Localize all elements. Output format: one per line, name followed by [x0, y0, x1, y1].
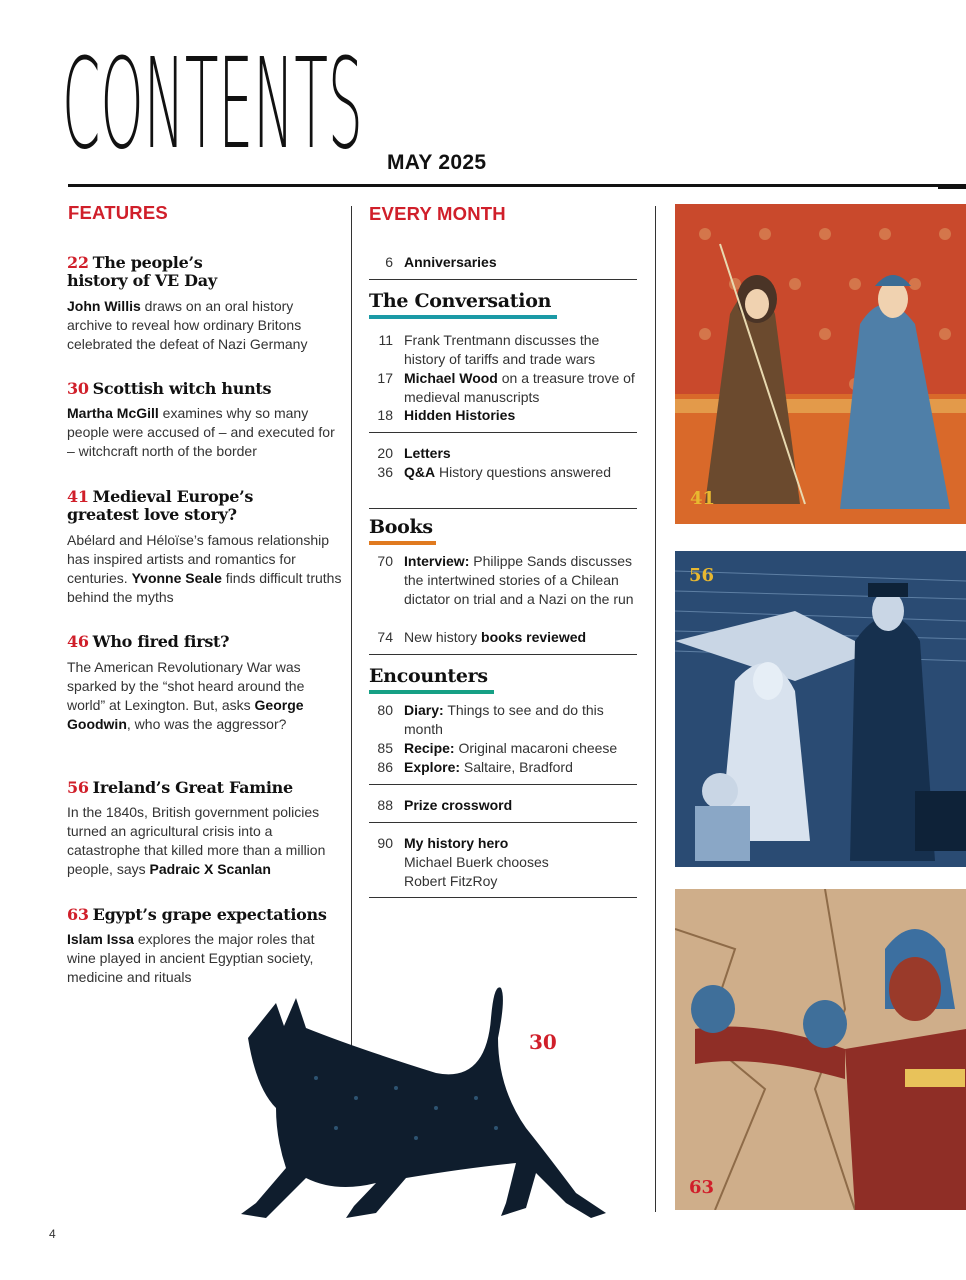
books-bar: [369, 541, 436, 545]
header-rule-accent: [938, 184, 966, 189]
toc-entry[interactable]: 85 Recipe: Original macaroni cheese: [377, 740, 618, 756]
cat-page-tag: 30: [529, 1030, 557, 1054]
feature-item[interactable]: [67, 254, 342, 354]
toc-entry[interactable]: 17 Michael Wood on a treasure trove of medieval manuscripts: [377, 370, 635, 405]
feature-item[interactable]: [67, 380, 342, 461]
encounters-bar: [369, 690, 494, 694]
feature-desc: In the 1840s, British government policies turned an agricultural crisis into a catastrophe that killed more than a million people, says Padraic X Scanlan: [67, 804, 326, 877]
divider: [369, 508, 637, 509]
conversation-heading: The Conversation: [369, 290, 552, 312]
every-month-heading: EVERY MONTH: [369, 203, 506, 224]
feature-title: 30 Scottish witch hunts: [67, 379, 272, 398]
relief-illustration: [675, 889, 966, 1210]
toc-entry[interactable]: 18 Hidden Histories: [377, 407, 516, 423]
divider: [369, 897, 637, 898]
feature-title: 63 Egypt’s grape expectations: [67, 905, 327, 924]
toc-entry[interactable]: 88 Prize crossword: [377, 797, 513, 813]
feature-desc: The American Revolutionary War was sparked by the “shot heard around the world” at Lexington. But, asks George Goodwin, who was the aggressor?: [67, 659, 305, 732]
feature-desc: John Willis draws on an oral history archive to reveal how ordinary Britons celebrated the defeat of Nazi Germany: [67, 298, 308, 352]
page-title: CONTENTS: [62, 32, 363, 177]
page-number: 4: [49, 1227, 56, 1241]
divider: [369, 279, 637, 280]
feature-title: 22 The people’s history of VE Day: [67, 253, 217, 290]
medieval-manuscript-image[interactable]: [675, 204, 966, 524]
toc-entry[interactable]: 74 New history books reviewed: [377, 629, 587, 645]
feature-desc: Islam Issa explores the major roles that wine played in ancient Egyptian society, medicine and rituals: [67, 931, 315, 985]
famine-engraving-image[interactable]: [675, 551, 966, 867]
toc-entry[interactable]: 70 Interview: Philippe Sands discusses the intertwined stories of a Chilean dictator on trial and a Nazi on the run: [377, 553, 634, 607]
divider: [369, 784, 637, 785]
divider: [369, 822, 637, 823]
feature-title: 56 Ireland’s Great Famine: [67, 778, 293, 797]
issue-date: MAY 2025: [387, 151, 487, 174]
manuscript-illustration: [675, 204, 966, 524]
feature-title: 46 Who fired first?: [67, 632, 230, 651]
engraving-illustration: [675, 551, 966, 867]
feature-title: 41 Medieval Europe’s greatest love story?: [67, 487, 254, 524]
feature-item[interactable]: [67, 779, 342, 879]
features-heading: FEATURES: [68, 202, 168, 223]
conversation-bar: [369, 315, 557, 319]
toc-entry[interactable]: 86 Explore: Saltaire, Bradford: [377, 759, 573, 775]
image-page-tag: 63: [689, 1177, 715, 1198]
feature-item[interactable]: [67, 488, 342, 607]
image-page-tag: 41: [690, 488, 716, 509]
toc-entry[interactable]: 20 Letters: [377, 445, 451, 461]
encounters-heading: Encounters: [369, 665, 488, 687]
divider: [369, 654, 637, 655]
feature-desc: Martha McGill examines why so many people were accused of – and executed for – witchcraft north of the border: [67, 405, 335, 459]
header-rule: [68, 184, 966, 187]
toc-entry[interactable]: 90 My history hero Michael Buerk chooses Robert FitzRoy: [377, 835, 549, 889]
cat-silhouette-image: [236, 978, 612, 1224]
books-heading: Books: [369, 516, 433, 538]
toc-entry[interactable]: 11 Frank Trentmann discusses the history of tariffs and trade wars: [378, 332, 600, 367]
feature-desc: Abélard and Héloïse’s famous relationship has inspired artists and romantics for centuries. Yvonne Seale finds difficult truths behind the myths: [67, 532, 342, 605]
divider: [369, 432, 637, 433]
toc-entry[interactable]: 36 Q&A History questions answered: [377, 464, 611, 480]
egyptian-relief-image[interactable]: [675, 889, 966, 1210]
image-page-tag: 56: [689, 565, 715, 586]
feature-item[interactable]: [67, 633, 307, 734]
feature-item[interactable]: [67, 906, 342, 987]
toc-entry[interactable]: 6 Anniversaries: [385, 254, 497, 270]
column-divider: [351, 206, 352, 1049]
column-divider: [655, 206, 656, 1212]
toc-entry[interactable]: 80 Diary: Things to see and do this month: [377, 702, 604, 737]
